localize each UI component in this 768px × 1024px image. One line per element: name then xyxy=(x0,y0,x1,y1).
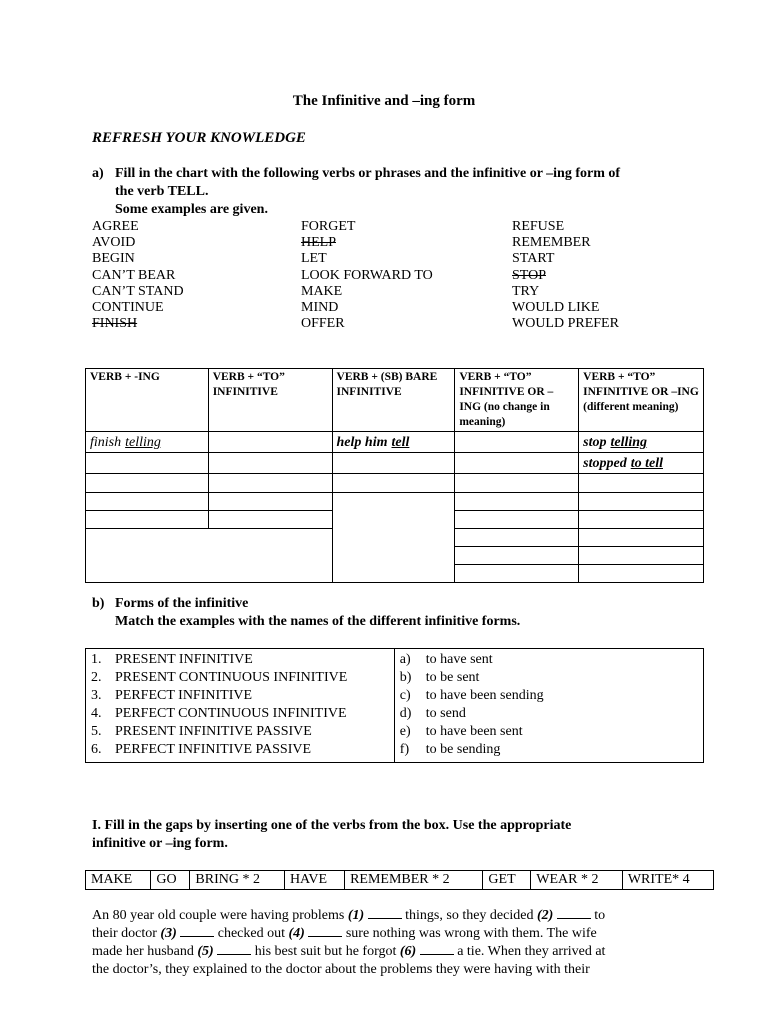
chart-cell[interactable] xyxy=(455,474,579,493)
gap-number: (4) xyxy=(288,926,305,941)
verb-box xyxy=(85,870,714,890)
verb-item: TRY xyxy=(512,283,540,299)
verb-item: CAN’T STAND xyxy=(92,283,184,299)
infinitive-forms-table xyxy=(85,648,704,763)
chart-cell[interactable] xyxy=(208,474,332,493)
gap-blank[interactable] xyxy=(217,943,251,955)
section-a-label: a) xyxy=(92,166,104,181)
chart-cell-example[interactable] xyxy=(579,432,704,453)
chart-header-verb-bare-infinitive: VERB + (SB) BARE INFINITIVE xyxy=(332,369,455,432)
verb-box-item: REMEMBER * 2 xyxy=(345,871,483,890)
verb-box-item: WEAR * 2 xyxy=(531,871,623,890)
section-b-heading: Forms of the infinitive xyxy=(115,596,249,611)
chart-cell[interactable] xyxy=(86,453,209,474)
exercise-paragraph: An 80 year old couple were having problems (1) things, so they decided (2) to their doctor (3) checked out (4) sure nothing was wrong with them. The wife made her husband (5) his best suit but he forgot (6) a tie. When they arrived at the doctor’s, they explained to the doctor about the problems they were having with their xyxy=(92,908,606,977)
verb-item: REMEMBER xyxy=(512,235,591,251)
verb-item: AGREE xyxy=(92,219,139,234)
section-b-label: b) xyxy=(92,596,105,611)
gap-number: (3) xyxy=(160,926,177,941)
infinitive-names-column xyxy=(86,649,395,763)
chart-cell[interactable] xyxy=(455,453,579,474)
chart-cell-empty-area xyxy=(86,529,333,583)
infinitive-name-item: 6. PERFECT INFINITIVE PASSIVE xyxy=(91,742,312,757)
chart-cell[interactable] xyxy=(579,529,704,547)
chart-cell-example[interactable] xyxy=(332,432,455,453)
chart-cell-example[interactable] xyxy=(579,453,704,474)
gap-number: (6) xyxy=(399,944,417,959)
chart-cell[interactable] xyxy=(332,453,455,474)
page-title: The Infinitive and –ing form xyxy=(292,93,476,109)
gap-number: (5) xyxy=(197,944,214,959)
chart-cell[interactable] xyxy=(579,511,704,529)
example-text: stopped xyxy=(583,456,627,471)
verb-list-column-2 xyxy=(301,219,433,332)
chart-header-verb-to-infinitive: VERB + “TO” INFINITIVE xyxy=(208,369,332,432)
infinitive-example-item: f) to be sending xyxy=(399,742,501,757)
chart-cell[interactable] xyxy=(86,474,209,493)
chart-cell[interactable] xyxy=(86,493,209,511)
verb-item: LOOK FORWARD TO xyxy=(301,267,433,283)
verb-item: WOULD LIKE xyxy=(512,300,600,316)
chart-cell[interactable] xyxy=(208,453,332,474)
infinitive-name-item: 4. PERFECT CONTINUOUS INFINITIVE xyxy=(91,706,347,721)
verb-item: LET xyxy=(301,251,327,267)
exercise-1-instruction-line1: I. Fill in the gaps by inserting one of the verbs from the box. Use the appropriate xyxy=(92,818,572,833)
verb-box-item: WRITE* 4 xyxy=(622,871,713,890)
verb-box-item: GET xyxy=(483,871,531,890)
verb-item: REFUSE xyxy=(512,219,565,234)
chart-cell[interactable] xyxy=(455,565,579,583)
infinitive-examples-column xyxy=(394,649,703,763)
chart-header-different-meaning: VERB + “TO” INFINITIVE OR –ING (different meaning) xyxy=(579,369,704,432)
infinitive-name-item: 5. PRESENT INFINITIVE PASSIVE xyxy=(91,724,312,739)
chart-cell[interactable] xyxy=(455,493,579,511)
verb-item-crossed-out: HELP xyxy=(301,235,336,251)
verb-item-crossed-out: STOP xyxy=(512,267,546,283)
chart-cell-example[interactable] xyxy=(86,432,209,453)
verb-list-column-1 xyxy=(92,219,184,332)
verb-item: OFFER xyxy=(301,316,345,332)
infinitive-example-item: b) to be sent xyxy=(399,670,480,685)
chart-cell[interactable] xyxy=(455,529,579,547)
chart-cell[interactable] xyxy=(455,511,579,529)
verb-list-column-3 xyxy=(512,219,619,332)
exercise-1-instruction-line2: infinitive or –ing form. xyxy=(92,836,228,851)
chart-cell[interactable] xyxy=(579,474,704,493)
gap-blank[interactable] xyxy=(368,907,402,919)
verb-pattern-chart xyxy=(85,368,704,583)
section-a-instruction-line2: the verb TELL. xyxy=(115,184,209,199)
verb-item: FORGET xyxy=(301,219,356,234)
chart-cell[interactable] xyxy=(86,511,209,529)
gap-number: (1) xyxy=(347,908,365,923)
verb-box-item: BRING * 2 xyxy=(190,871,285,890)
chart-header-no-change-in-meaning: VERB + “TO” INFINITIVE OR –ING (no change in meaning) xyxy=(455,369,579,432)
chart-cell[interactable] xyxy=(579,493,704,511)
chart-cell[interactable] xyxy=(208,493,332,511)
chart-cell[interactable] xyxy=(455,547,579,565)
chart-header-verb-ing: VERB + -ING xyxy=(86,369,209,432)
verb-box-item: MAKE xyxy=(86,871,151,890)
section-a-instruction-line1: Fill in the chart with the following verbs or phrases and the infinitive or –ing form of xyxy=(115,166,621,181)
verb-item: WOULD PREFER xyxy=(512,316,619,332)
example-text: finish xyxy=(90,435,122,450)
chart-cell[interactable] xyxy=(579,547,704,565)
gap-blank[interactable] xyxy=(180,925,214,937)
example-text: help him xyxy=(336,435,388,450)
infinitive-name-item: 3. PERFECT INFINITIVE xyxy=(91,688,253,703)
chart-cell[interactable] xyxy=(579,565,704,583)
infinitive-name-item: 2. PRESENT CONTINUOUS INFINITIVE xyxy=(91,670,348,685)
section-subtitle: REFRESH YOUR KNOWLEDGE xyxy=(92,130,306,146)
gap-blank[interactable] xyxy=(420,943,454,955)
verb-item: CONTINUE xyxy=(92,300,164,316)
example-text-underlined: telling xyxy=(610,435,648,450)
section-b-instruction: Match the examples with the names of the different infinitive forms. xyxy=(115,614,521,629)
verb-box-item: GO xyxy=(151,871,190,890)
verb-item: START xyxy=(512,251,555,267)
infinitive-name-item: 1. PRESENT INFINITIVE xyxy=(91,652,253,667)
chart-cell[interactable] xyxy=(455,432,579,453)
example-text-underlined: tell xyxy=(391,435,410,450)
verb-item: AVOID xyxy=(92,235,136,251)
verb-box-item: HAVE xyxy=(284,871,344,890)
chart-cell-merged[interactable] xyxy=(332,493,455,583)
chart-cell[interactable] xyxy=(208,511,332,529)
infinitive-example-item: a) to have sent xyxy=(399,652,493,667)
infinitive-example-item: c) to have been sending xyxy=(399,688,544,703)
gap-number: (2) xyxy=(536,908,554,923)
verb-item: CAN’T BEAR xyxy=(92,267,176,283)
verb-item: BEGIN xyxy=(92,251,135,267)
verb-item: MIND xyxy=(301,300,339,316)
infinitive-example-item: e) to have been sent xyxy=(399,724,523,739)
section-a-instruction-line3: Some examples are given. xyxy=(115,202,268,217)
chart-cell[interactable] xyxy=(208,432,332,453)
gap-blank[interactable] xyxy=(557,907,591,919)
example-text-underlined: to tell xyxy=(630,456,663,471)
verb-item: MAKE xyxy=(301,283,343,299)
example-text-underlined: telling xyxy=(125,435,161,450)
example-text: stop xyxy=(583,435,607,450)
infinitive-example-item: d) to send xyxy=(399,706,466,721)
verb-item-crossed-out: FINISH xyxy=(92,316,138,332)
chart-cell[interactable] xyxy=(332,474,455,493)
gap-blank[interactable] xyxy=(308,925,342,937)
